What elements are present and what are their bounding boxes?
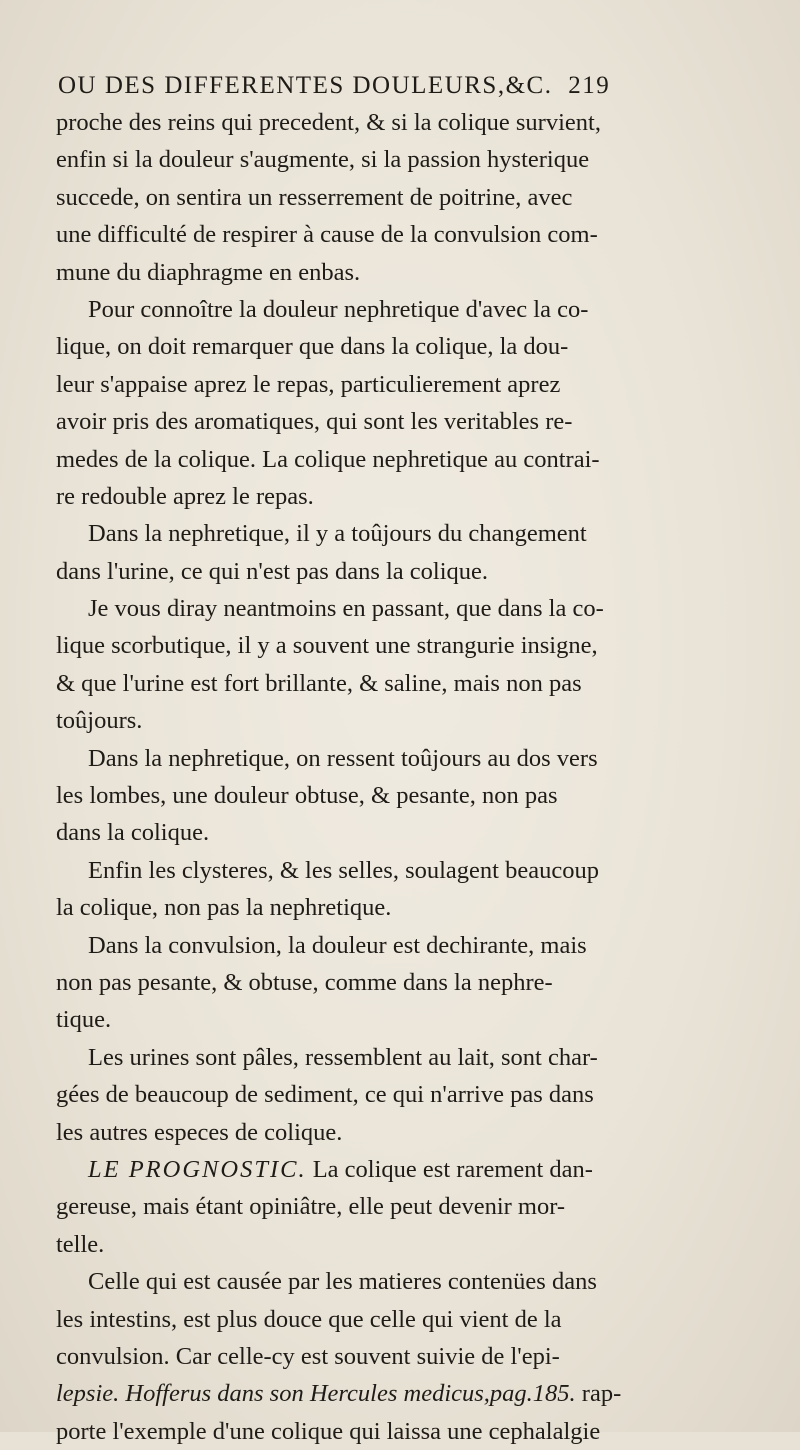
line-text: Les urines sont pâles, ressemblent au lait, sont char- xyxy=(88,1043,598,1071)
text-line xyxy=(56,964,776,1001)
italic-lead: LE PROGNOSTIC. xyxy=(88,1155,307,1183)
line-text: gereuse, mais étant opiniâtre, elle peut devenir mor- xyxy=(56,1193,566,1221)
text-line xyxy=(56,889,776,926)
italic-lead: lepsie. Hofferus dans son Hercules medicus,pag.185. xyxy=(56,1380,576,1408)
line-text: mune du diaphragme en enbas. xyxy=(56,258,361,286)
line-text: medes de la colique. La colique nephretique au contrai- xyxy=(56,445,600,473)
text-line xyxy=(56,216,776,253)
line-text: une difficulté de respirer à cause de la convulsion com- xyxy=(56,221,598,249)
text-line xyxy=(56,814,776,851)
text-line xyxy=(56,777,776,814)
line-text: convulsion. Car celle-cy est souvent suivie de l'epi- xyxy=(56,1342,560,1370)
text-line xyxy=(56,478,776,515)
line-text: non pas pesante, & obtuse, comme dans la nephre- xyxy=(56,968,553,996)
line-text: toûjours. xyxy=(56,707,143,735)
line-text: les intestins, est plus douce que celle qui vient de la xyxy=(56,1305,562,1333)
text-line xyxy=(56,740,776,777)
line-text: rap- xyxy=(581,1380,622,1408)
text-line xyxy=(56,328,776,365)
text-line xyxy=(56,403,776,440)
line-text: & que l'urine est fort brillante, & saline, mais non pas xyxy=(56,669,582,697)
text-line xyxy=(56,1301,776,1338)
line-text: lique scorbutique, il y a souvent une strangurie insigne, xyxy=(56,632,598,660)
line-text: La colique est rarement dan- xyxy=(312,1155,593,1183)
text-line xyxy=(56,1263,776,1300)
text-line xyxy=(56,553,776,590)
line-text: dans la colique. xyxy=(56,819,210,847)
line-text: les autres especes de colique. xyxy=(56,1118,343,1146)
line-text: dans l'urine, ce qui n'est pas dans la colique. xyxy=(56,557,489,585)
line-text: re redouble aprez le repas. xyxy=(56,482,314,510)
line-text: telle. xyxy=(56,1230,105,1258)
text-line xyxy=(56,1114,776,1151)
text-line xyxy=(56,927,776,964)
line-text: Pour connoître la douleur nephretique d'avec la co- xyxy=(88,295,589,323)
text-line xyxy=(56,441,776,478)
text-line xyxy=(56,366,776,403)
running-head: OU DES DIFFERENTES DOULEURS,&C. xyxy=(58,72,553,99)
line-text: gées de beaucoup de sediment, ce qui n'arrive pas dans xyxy=(56,1081,594,1109)
text-line xyxy=(56,1188,776,1225)
text-line xyxy=(56,254,776,291)
body-text xyxy=(56,104,776,1450)
line-text: la colique, non pas la nephretique. xyxy=(56,894,392,922)
text-line xyxy=(56,1039,776,1076)
line-text: Je vous diray neantmoins en passant, que dans la co- xyxy=(88,595,604,623)
text-line xyxy=(56,1076,776,1113)
text-line xyxy=(56,141,776,178)
line-text: Dans la nephretique, il y a toûjours du changement xyxy=(88,520,587,548)
line-text: porte l'exemple d'une colique qui laissa une cephalalgie xyxy=(56,1417,601,1445)
line-text: leur s'appaise aprez le repas, particulierement aprez xyxy=(56,370,561,398)
text-line xyxy=(56,179,776,216)
line-text: succede, on sentira un resserrement de poitrine, avec xyxy=(56,183,573,211)
line-text: Dans la nephretique, on ressent toûjours au dos vers xyxy=(88,744,598,772)
line-text: avoir pris des aromatiques, qui sont les veritables re- xyxy=(56,408,573,436)
page-number: 219 xyxy=(568,72,611,99)
text-line xyxy=(56,590,776,627)
text-line xyxy=(56,1151,776,1188)
line-text: Celle qui est causée par les matieres contenües dans xyxy=(88,1268,597,1296)
line-text: proche des reins qui precedent, & si la colique survient, xyxy=(56,109,601,136)
text-line xyxy=(56,1413,776,1450)
text-line xyxy=(56,1375,776,1412)
text-line xyxy=(56,627,776,664)
running-header xyxy=(58,72,758,100)
line-text: les lombes, une douleur obtuse, & pesante, non pas xyxy=(56,782,558,810)
text-line xyxy=(56,702,776,739)
line-text: enfin si la douleur s'augmente, si la passion hysterique xyxy=(56,146,590,174)
line-text: lique, on doit remarquer que dans la colique, la dou- xyxy=(56,333,569,361)
text-line xyxy=(56,291,776,328)
line-text: Dans la convulsion, la douleur est dechirante, mais xyxy=(88,931,587,959)
text-line xyxy=(56,1001,776,1038)
text-line xyxy=(56,515,776,552)
text-line xyxy=(56,852,776,889)
line-text: Enfin les clysteres, & les selles, soulagent beaucoup xyxy=(88,856,599,884)
text-line xyxy=(56,104,776,141)
text-line xyxy=(56,665,776,702)
text-line xyxy=(56,1226,776,1263)
text-line xyxy=(56,1338,776,1375)
line-text: tique. xyxy=(56,1006,112,1034)
